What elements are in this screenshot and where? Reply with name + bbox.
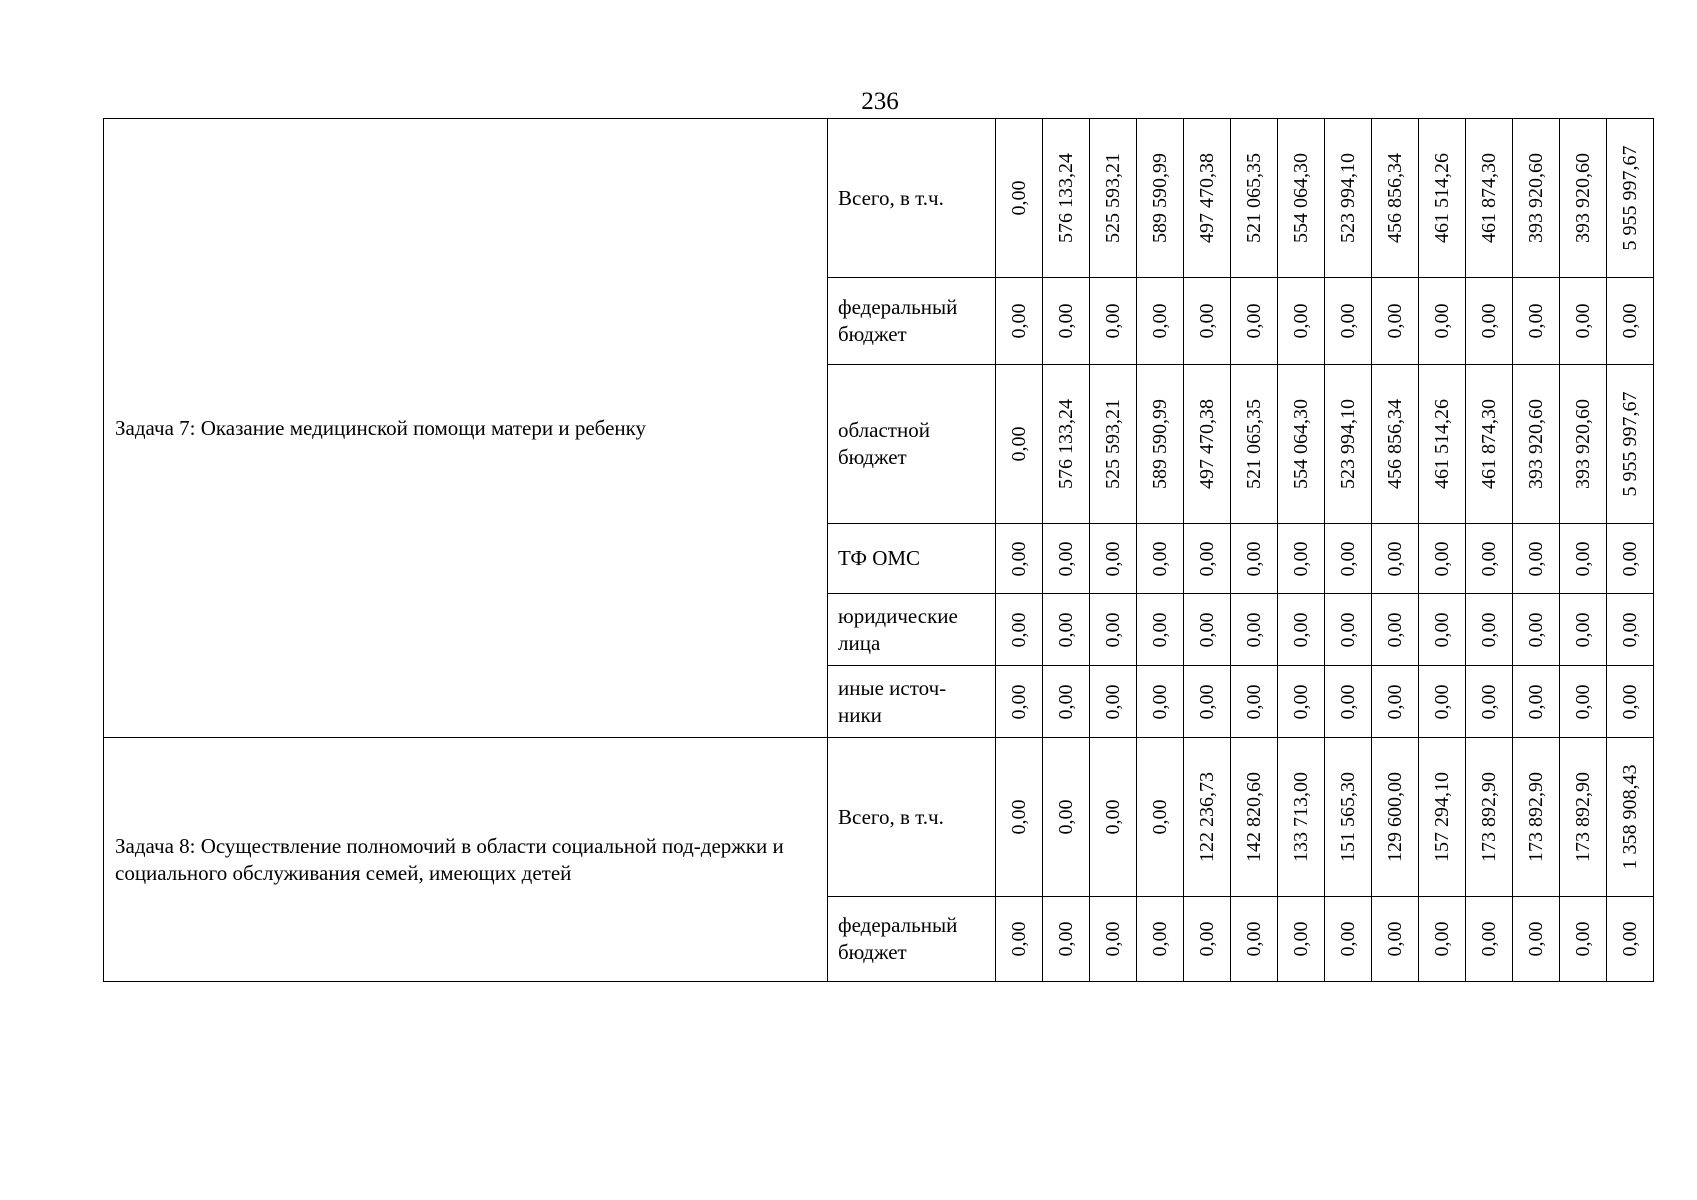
amount-cell [1607,738,1654,897]
amount-value: 0,00 [1384,612,1406,647]
amount-value: 393 920,60 [1525,153,1547,243]
funding-source-label: областной бюджет [838,418,930,469]
amount-value: 0,00 [1525,921,1547,957]
amount-cell [996,738,1043,897]
amount-value: 589 590,99 [1149,153,1171,243]
amount-cell [1043,897,1090,982]
task-title-cell [104,119,828,738]
amount-value: 554 064,30 [1290,153,1312,243]
amount-cell [1137,365,1184,524]
amount-value: 576 133,24 [1055,153,1077,243]
amount-value: 0,00 [1196,684,1218,719]
amount-value: 0,00 [1149,541,1171,576]
amount-cell [1090,666,1137,738]
amount-cell [1372,897,1419,982]
amount-value: 461 874,30 [1478,399,1500,489]
amount-value: 0,00 [1196,612,1218,647]
amount-cell [1325,666,1372,738]
amount-value: 133 713,00 [1290,772,1312,862]
funding-source-label: Всего, в т.ч. [838,804,944,829]
amount-cell [1513,738,1560,897]
amount-cell [1278,524,1325,594]
amount-value: 0,00 [1619,921,1641,957]
amount-value: 173 892,90 [1572,772,1594,862]
amount-cell [1466,119,1513,278]
amount-value: 523 994,10 [1337,399,1359,489]
amount-value: 0,00 [1384,921,1406,957]
amount-value: 0,00 [1431,303,1453,339]
amount-value: 0,00 [1055,799,1077,835]
amount-cell [1090,524,1137,594]
amount-cell [1184,897,1231,982]
amount-value: 129 600,00 [1384,772,1406,862]
amount-value: 0,00 [1525,541,1547,576]
amount-cell [1184,524,1231,594]
amount-value: 461 514,26 [1431,153,1453,243]
amount-value: 0,00 [1102,684,1124,719]
amount-value: 0,00 [1102,541,1124,576]
amount-value: 0,00 [1008,180,1030,216]
amount-value: 0,00 [1149,799,1171,835]
amount-value: 142 820,60 [1243,772,1265,862]
amount-value: 0,00 [1384,541,1406,576]
amount-value: 525 593,21 [1102,153,1124,243]
amount-cell [1607,666,1654,738]
amount-value: 0,00 [1619,541,1641,576]
amount-value: 0,00 [1478,684,1500,719]
amount-cell [1607,365,1654,524]
amount-value: 0,00 [1149,921,1171,957]
amount-value: 525 593,21 [1102,399,1124,489]
amount-cell [996,278,1043,365]
amount-value: 0,00 [1243,303,1265,339]
amount-cell [1090,119,1137,278]
funding-source-cell [828,278,996,365]
amount-cell [1043,666,1090,738]
funding-source-cell [828,119,996,278]
amount-value: 0,00 [1290,921,1312,957]
amount-cell [1419,278,1466,365]
amount-cell [1137,738,1184,897]
amount-cell [1137,524,1184,594]
amount-value: 0,00 [1196,921,1218,957]
amount-cell [1231,365,1278,524]
amount-value: 393 920,60 [1572,399,1594,489]
amount-cell [996,666,1043,738]
amount-value: 461 874,30 [1478,153,1500,243]
amount-value: 576 133,24 [1055,399,1077,489]
amount-cell [1560,119,1607,278]
table-row [104,119,1654,278]
task-title: Задача 8: Осуществление полномочий в области социальной под-держки и социального обслуживания семей, имеющих детей [115,833,784,885]
amount-cell [1372,594,1419,666]
amount-cell [1325,278,1372,365]
amount-cell [1466,738,1513,897]
amount-value: 0,00 [1525,303,1547,339]
amount-cell [1607,278,1654,365]
amount-value: 0,00 [1008,799,1030,835]
amount-cell [1184,119,1231,278]
amount-cell [1231,666,1278,738]
amount-value: 0,00 [1431,541,1453,576]
amount-value: 157 294,10 [1431,772,1453,862]
amount-value: 0,00 [1572,541,1594,576]
task-title: Задача 7: Оказание медицинской помощи матери и ребенку [115,415,647,440]
amount-cell [1513,278,1560,365]
amount-value: 0,00 [1149,612,1171,647]
amount-cell [1090,897,1137,982]
funding-source-label: юридические лица [838,603,958,655]
amount-value: 0,00 [1337,684,1359,719]
amount-value: 0,00 [1572,612,1594,647]
amount-cell [1607,897,1654,982]
amount-cell [1231,897,1278,982]
amount-cell [1560,738,1607,897]
amount-value: 589 590,99 [1149,399,1171,489]
amount-value: 0,00 [1619,684,1641,719]
amount-cell [1231,119,1278,278]
amount-cell [1466,524,1513,594]
amount-value: 0,00 [1572,303,1594,339]
amount-cell [1419,365,1466,524]
funding-source-cell [828,524,996,594]
table-row [104,738,1654,897]
amount-value: 0,00 [1102,921,1124,957]
amount-cell [1513,119,1560,278]
amount-cell [1043,738,1090,897]
amount-cell [996,897,1043,982]
amount-value: 0,00 [1008,303,1030,339]
amount-value: 0,00 [1478,612,1500,647]
amount-value: 173 892,90 [1525,772,1547,862]
amount-value: 0,00 [1243,921,1265,957]
amount-cell [1090,365,1137,524]
amount-value: 0,00 [1572,921,1594,957]
amount-cell [1043,119,1090,278]
amount-cell [1560,666,1607,738]
amount-value: 0,00 [1290,541,1312,576]
amount-cell [1466,278,1513,365]
amount-value: 0,00 [1525,684,1547,719]
amount-value: 0,00 [1478,303,1500,339]
amount-cell [1184,365,1231,524]
amount-cell [1278,594,1325,666]
amount-cell [1137,666,1184,738]
amount-value: 0,00 [1055,921,1077,957]
amount-value: 554 064,30 [1290,399,1312,489]
amount-cell [1043,278,1090,365]
amount-value: 393 920,60 [1525,399,1547,489]
amount-cell [1419,524,1466,594]
amount-cell [1419,594,1466,666]
amount-value: 521 065,35 [1243,153,1265,243]
amount-cell [1231,524,1278,594]
amount-cell [1560,594,1607,666]
amount-value: 0,00 [1290,303,1312,339]
amount-cell [996,524,1043,594]
amount-cell [1325,738,1372,897]
amount-value: 0,00 [1478,541,1500,576]
amount-value: 456 856,34 [1384,153,1406,243]
amount-cell [1184,738,1231,897]
amount-value: 0,00 [1337,612,1359,647]
amount-cell [1560,897,1607,982]
amount-value: 0,00 [1055,612,1077,647]
amount-value: 0,00 [1008,541,1030,576]
amount-cell [1419,897,1466,982]
amount-value: 0,00 [1243,541,1265,576]
amount-cell [1325,524,1372,594]
amount-value: 523 994,10 [1337,153,1359,243]
amount-cell [1466,594,1513,666]
amount-value: 497 470,38 [1196,399,1218,489]
amount-value: 0,00 [1102,303,1124,339]
amount-cell [996,594,1043,666]
amount-value: 0,00 [1337,303,1359,339]
amount-value: 461 514,26 [1431,399,1453,489]
amount-cell [1513,594,1560,666]
amount-value: 0,00 [1008,612,1030,647]
amount-cell [1325,897,1372,982]
amount-value: 0,00 [1196,303,1218,339]
amount-value: 0,00 [1619,612,1641,647]
amount-value: 0,00 [1431,921,1453,957]
amount-cell [1278,897,1325,982]
amount-value: 1 358 908,43 [1619,764,1641,870]
amount-value: 0,00 [1055,303,1077,339]
amount-cell [1560,278,1607,365]
amount-cell [1231,738,1278,897]
amount-value: 0,00 [1243,612,1265,647]
amount-cell [1043,594,1090,666]
amount-cell [1560,524,1607,594]
amount-cell [1137,278,1184,365]
amount-cell [1184,666,1231,738]
budget-table [103,118,1654,982]
amount-cell [1137,594,1184,666]
funding-source-cell [828,738,996,897]
amount-cell [1513,524,1560,594]
amount-value: 0,00 [1431,612,1453,647]
funding-source-cell [828,897,996,982]
amount-value: 0,00 [1008,684,1030,719]
amount-cell [1325,594,1372,666]
amount-value: 0,00 [1384,684,1406,719]
amount-value: 0,00 [1337,541,1359,576]
amount-value: 0,00 [1008,921,1030,957]
amount-cell [1325,365,1372,524]
amount-cell [996,365,1043,524]
amount-value: 0,00 [1384,303,1406,339]
amount-cell [1090,594,1137,666]
amount-value: 0,00 [1149,303,1171,339]
amount-value: 0,00 [1290,612,1312,647]
amount-value: 122 236,73 [1196,772,1218,862]
amount-cell [1137,119,1184,278]
funding-source-cell [828,365,996,524]
amount-cell [1372,119,1419,278]
amount-value: 0,00 [1337,921,1359,957]
amount-value: 0,00 [1243,684,1265,719]
amount-value: 0,00 [1572,684,1594,719]
amount-cell [1466,666,1513,738]
task-title-cell [104,738,828,982]
amount-cell [996,119,1043,278]
amount-value: 521 065,35 [1243,399,1265,489]
amount-cell [1466,897,1513,982]
amount-cell [1513,666,1560,738]
amount-cell [1513,897,1560,982]
funding-source-cell [828,594,996,666]
amount-cell [1090,738,1137,897]
amount-value: 0,00 [1149,684,1171,719]
amount-cell [1043,365,1090,524]
amount-cell [1419,738,1466,897]
amount-cell [1607,119,1654,278]
amount-value: 0,00 [1055,684,1077,719]
funding-source-label: федеральный бюджет [838,913,958,964]
amount-cell [1560,365,1607,524]
funding-source-label: федеральный бюджет [838,295,958,346]
amount-value: 497 470,38 [1196,153,1218,243]
amount-cell [1372,738,1419,897]
amount-value: 0,00 [1196,541,1218,576]
amount-cell [1372,278,1419,365]
funding-source-label: ТФ ОМС [838,546,921,570]
amount-cell [1231,278,1278,365]
amount-value: 5 955 997,67 [1619,391,1641,497]
funding-source-label: Всего, в т.ч. [838,185,944,210]
amount-cell [1278,119,1325,278]
amount-cell [1184,278,1231,365]
amount-value: 0,00 [1290,684,1312,719]
amount-cell [1372,666,1419,738]
amount-value: 5 955 997,67 [1619,145,1641,251]
funding-source-label: иные источ-ники [838,675,947,727]
amount-cell [1419,119,1466,278]
amount-value: 0,00 [1431,684,1453,719]
amount-cell [1231,594,1278,666]
amount-cell [1043,524,1090,594]
amount-cell [1278,365,1325,524]
amount-cell [1466,365,1513,524]
amount-cell [1513,365,1560,524]
amount-cell [1607,594,1654,666]
amount-cell [1090,278,1137,365]
amount-cell [1419,666,1466,738]
amount-cell [1372,524,1419,594]
amount-value: 0,00 [1102,612,1124,647]
amount-value: 0,00 [1478,921,1500,957]
amount-cell [1137,897,1184,982]
amount-value: 0,00 [1008,426,1030,462]
amount-value: 0,00 [1102,799,1124,835]
amount-value: 0,00 [1055,541,1077,576]
amount-cell [1607,524,1654,594]
amount-cell [1184,594,1231,666]
amount-value: 173 892,90 [1478,772,1500,862]
amount-cell [1278,278,1325,365]
funding-source-cell [828,666,996,738]
amount-value: 456 856,34 [1384,399,1406,489]
amount-value: 0,00 [1619,303,1641,339]
page-number: 236 [861,88,899,115]
amount-cell [1372,365,1419,524]
amount-cell [1278,738,1325,897]
amount-value: 151 565,30 [1337,772,1359,862]
amount-cell [1325,119,1372,278]
amount-value: 0,00 [1525,612,1547,647]
amount-value: 393 920,60 [1572,153,1594,243]
amount-cell [1278,666,1325,738]
